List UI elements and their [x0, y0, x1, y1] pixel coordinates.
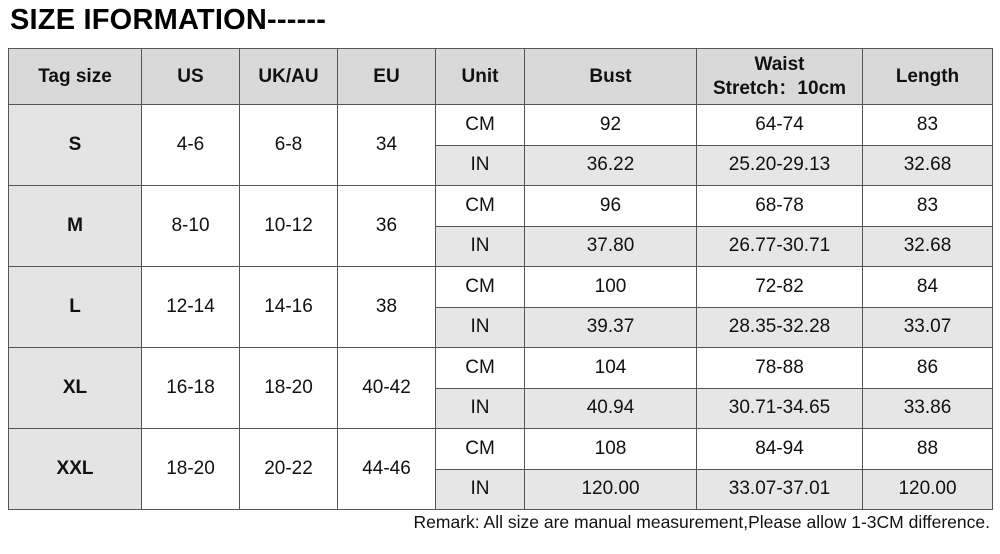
bust-cell: 96 — [525, 186, 697, 227]
length-cell: 33.86 — [863, 388, 993, 429]
remark-note: Remark: All size are manual measurement,Please allow 1-3CM difference. — [413, 512, 990, 532]
unit-cell: IN — [436, 469, 525, 510]
waist-cell: 28.35-32.28 — [697, 307, 863, 348]
unit-cell: IN — [436, 307, 525, 348]
waist-cell: 64-74 — [697, 105, 863, 146]
length-cell: 32.68 — [863, 226, 993, 267]
unit-cell: IN — [436, 145, 525, 186]
eu-cell: 38 — [338, 267, 436, 348]
unit-cell: CM — [436, 186, 525, 227]
unit-cell: IN — [436, 388, 525, 429]
us-cell: 18-20 — [142, 429, 240, 510]
tag-size-cell: XL — [9, 348, 142, 429]
unit-cell: IN — [436, 226, 525, 267]
length-cell: 86 — [863, 348, 993, 389]
length-cell: 120.00 — [863, 469, 993, 510]
ukau-cell: 20-22 — [240, 429, 338, 510]
unit-cell: CM — [436, 429, 525, 470]
unit-cell: CM — [436, 348, 525, 389]
header-us: US — [142, 49, 240, 105]
header-waist — [697, 49, 863, 105]
ukau-cell: 6-8 — [240, 105, 338, 186]
header-unit: Unit — [436, 49, 525, 105]
us-cell: 4-6 — [142, 105, 240, 186]
waist-cell: 25.20-29.13 — [697, 145, 863, 186]
waist-cell: 33.07-37.01 — [697, 469, 863, 510]
waist-cell: 30.71-34.65 — [697, 388, 863, 429]
eu-cell: 36 — [338, 186, 436, 267]
us-cell: 8-10 — [142, 186, 240, 267]
length-cell: 83 — [863, 186, 993, 227]
eu-cell: 44-46 — [338, 429, 436, 510]
table-row — [9, 267, 993, 308]
eu-cell: 40-42 — [338, 348, 436, 429]
waist-cell: 78-88 — [697, 348, 863, 389]
unit-cell: CM — [436, 105, 525, 146]
tag-size-cell: L — [9, 267, 142, 348]
waist-cell: 26.77-30.71 — [697, 226, 863, 267]
header-tag-size: Tag size — [9, 49, 142, 105]
bust-cell: 108 — [525, 429, 697, 470]
length-cell: 84 — [863, 267, 993, 308]
table-row — [9, 105, 993, 146]
us-cell: 16-18 — [142, 348, 240, 429]
length-cell: 83 — [863, 105, 993, 146]
bust-cell: 104 — [525, 348, 697, 389]
bust-cell: 40.94 — [525, 388, 697, 429]
header-bust: Bust — [525, 49, 697, 105]
bust-cell: 92 — [525, 105, 697, 146]
us-cell: 12-14 — [142, 267, 240, 348]
header-ukau: UK/AU — [240, 49, 338, 105]
waist-cell: 72-82 — [697, 267, 863, 308]
ukau-cell: 14-16 — [240, 267, 338, 348]
ukau-cell: 18-20 — [240, 348, 338, 429]
header-waist-label: Waist — [754, 53, 805, 75]
waist-cell: 84-94 — [697, 429, 863, 470]
page-title: SIZE IFORMATION------ — [10, 4, 327, 36]
table-row — [9, 186, 993, 227]
tag-size-cell: M — [9, 186, 142, 267]
unit-cell: CM — [436, 267, 525, 308]
bust-cell: 39.37 — [525, 307, 697, 348]
header-eu: EU — [338, 49, 436, 105]
header-row — [9, 49, 993, 105]
table-row — [9, 348, 993, 389]
length-cell: 32.68 — [863, 145, 993, 186]
length-cell: 88 — [863, 429, 993, 470]
table-row — [9, 429, 993, 470]
bust-cell: 36.22 — [525, 145, 697, 186]
tag-size-cell: S — [9, 105, 142, 186]
ukau-cell: 10-12 — [240, 186, 338, 267]
eu-cell: 34 — [338, 105, 436, 186]
bust-cell: 120.00 — [525, 469, 697, 510]
bust-cell: 100 — [525, 267, 697, 308]
tag-size-cell: XXL — [9, 429, 142, 510]
length-cell: 33.07 — [863, 307, 993, 348]
header-length: Length — [863, 49, 993, 105]
size-table — [8, 48, 993, 510]
header-waist-stretch: Stretch：10cm — [712, 77, 847, 99]
waist-cell: 68-78 — [697, 186, 863, 227]
bust-cell: 37.80 — [525, 226, 697, 267]
